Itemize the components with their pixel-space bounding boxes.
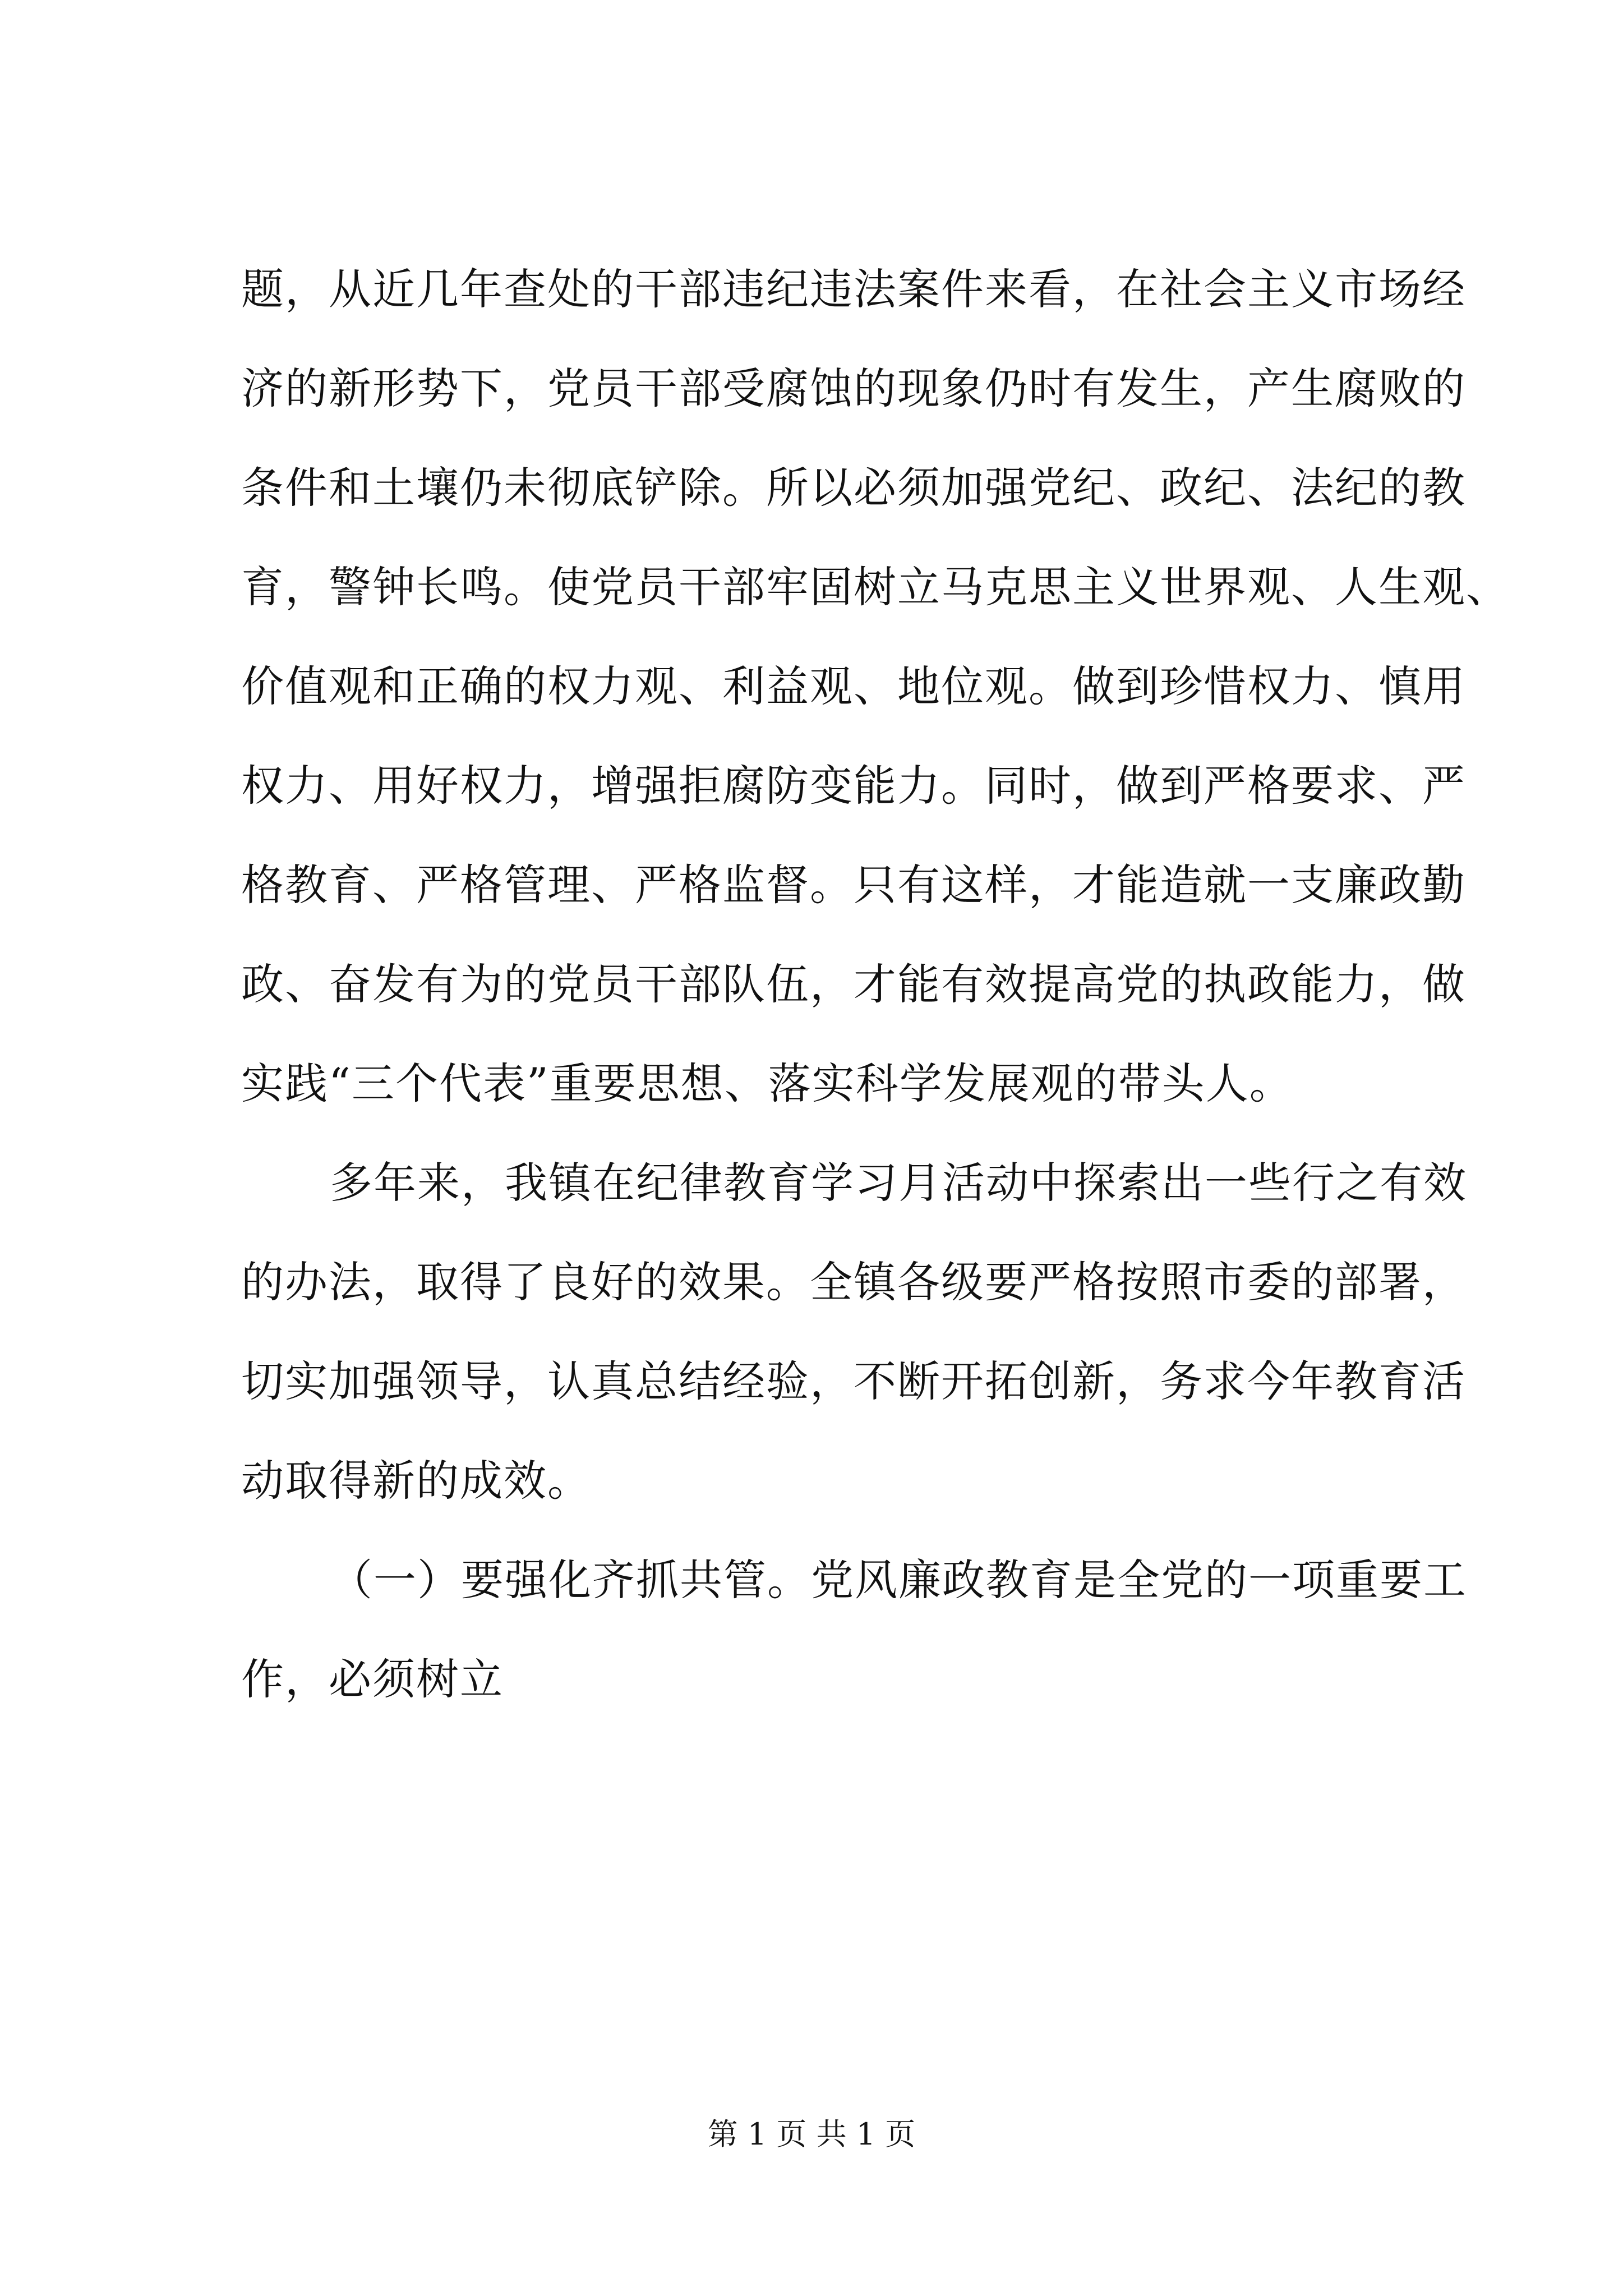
text-line: 价值观和正确的权力观、利益观、地位观。做到珍惜权力、慎用 (241, 661, 1466, 711)
text-line: 动取得新的成效。 (241, 1456, 591, 1506)
page-number-footer: 第 1 页 共 1 页 (707, 2116, 916, 2152)
text-line: 政、奋发有为的党员干部队伍，才能有效提高党的执政能力，做 (241, 959, 1466, 1009)
text-line: 育，警钟长鸣。使党员干部牢固树立马克思主义世界观、人生观、 (241, 562, 1510, 612)
text-line: 条件和土壤仍未彻底铲除。所以必须加强党纪、政纪、法纪的教 (241, 463, 1466, 513)
text-line: 格教育、严格管理、严格监督。只有这样，才能造就一支廉政勤 (241, 860, 1466, 910)
text-line: 的办法，取得了良好的效果。全镇各级要严格按照市委的部署， (241, 1257, 1466, 1307)
text-line: 题，从近几年查处的干部违纪违法案件来看，在社会主义市场经 (241, 264, 1466, 314)
section-heading-line: （一）要强化齐抓共管。党风廉政教育是全党的一项重要工 (330, 1555, 1467, 1605)
text-line: 实践“三个代表”重要思想、落实科学发展观的带头人。 (241, 1059, 1293, 1108)
text-line: 济的新形势下，党员干部受腐蚀的现象仍时有发生，产生腐败的 (241, 364, 1466, 413)
text-line: 作，必须树立 (241, 1654, 504, 1704)
paragraph-start-line: 多年来，我镇在纪律教育学习月活动中探索出一些行之有效 (330, 1158, 1467, 1208)
text-line: 切实加强领导，认真总结经验，不断开拓创新，务求今年教育活 (241, 1356, 1466, 1406)
document-body (241, 261, 1510, 1751)
text-line: 权力、用好权力，增强拒腐防变能力。同时，做到严格要求、严 (241, 761, 1466, 811)
